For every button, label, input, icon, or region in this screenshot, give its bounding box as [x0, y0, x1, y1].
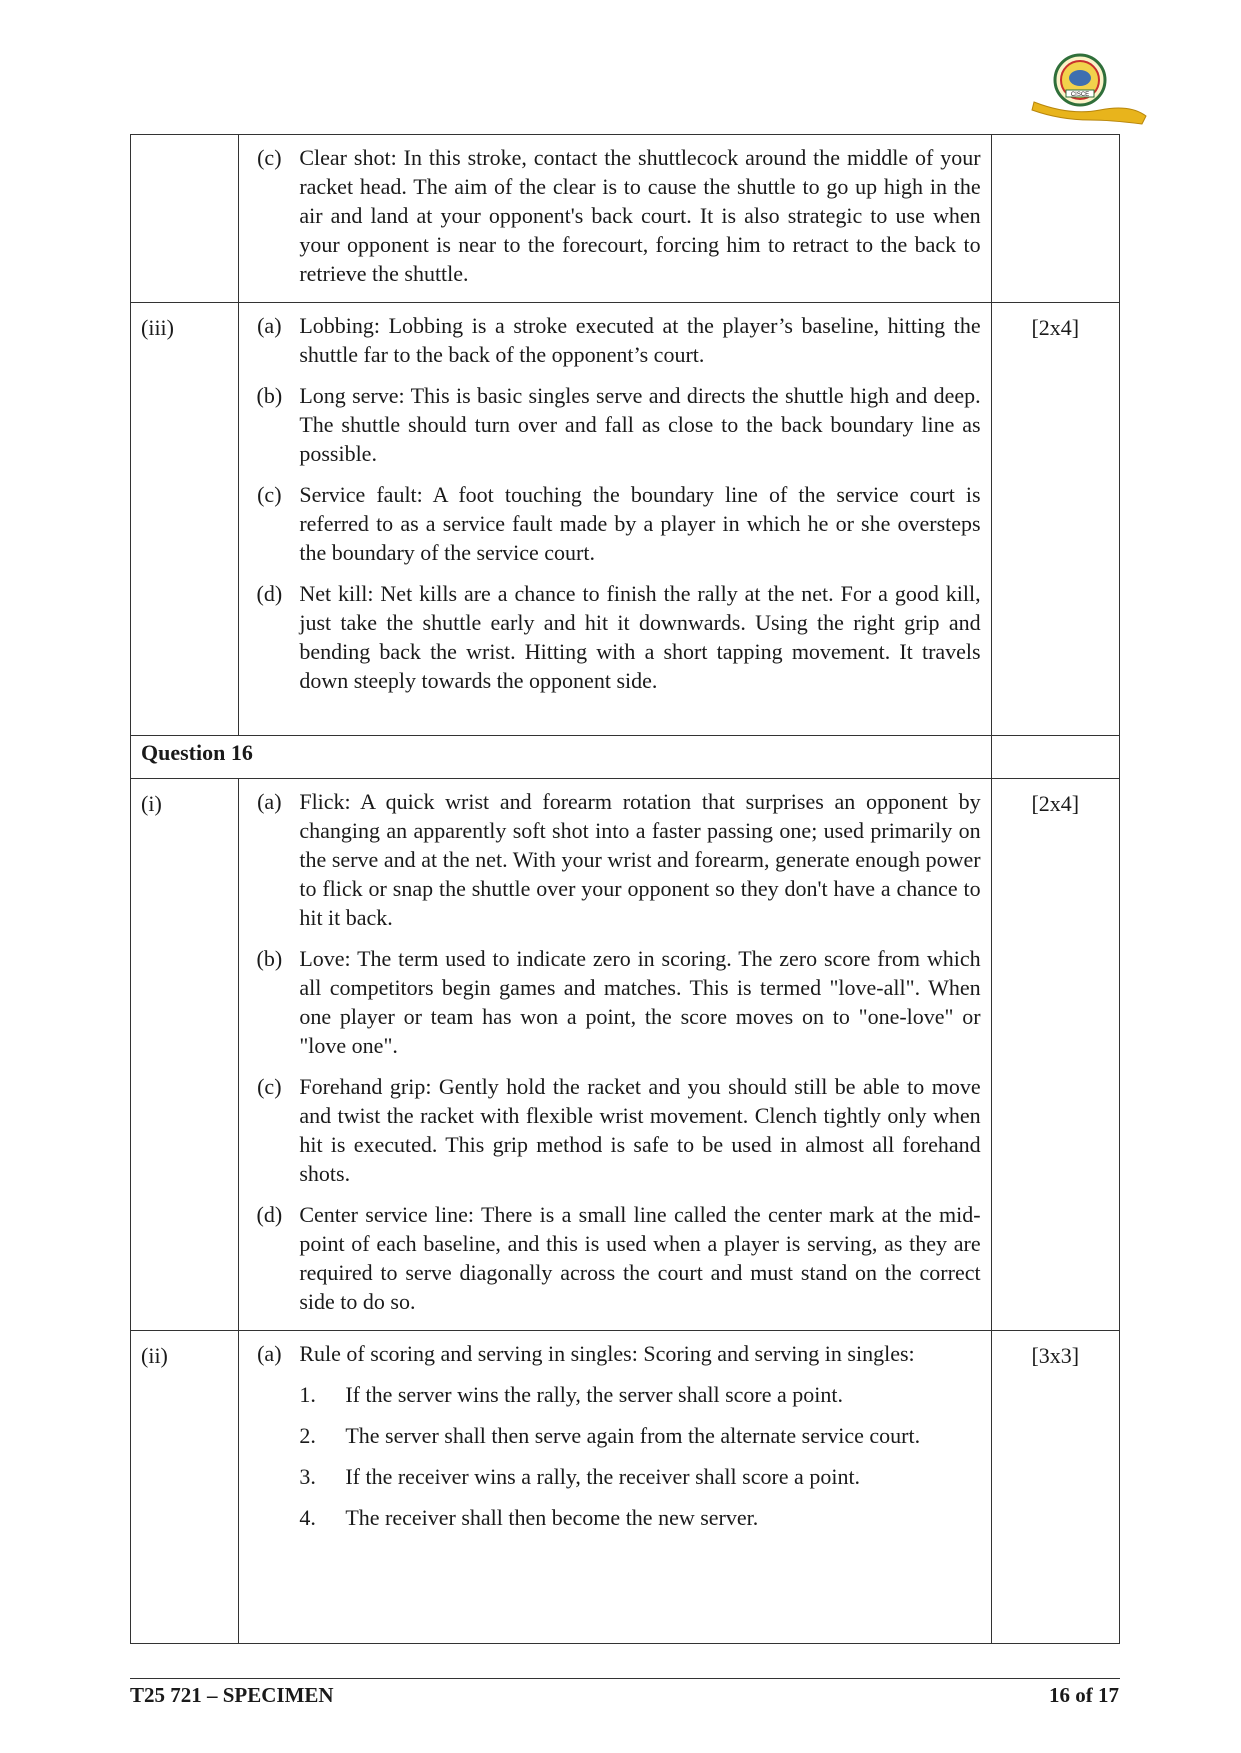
question-number: (iii): [131, 303, 239, 736]
item-text: Clear shot: In this stroke, contact the shuttlecock around the middle of your racket head. The aim of the clear is to cause the shuttle to go up high in the air and land at your opponent's back court. It is also strategic to use when your opponent is near to the forecourt, forcing him to retract to the back to retrieve the shuttle.: [299, 145, 981, 286]
item-label: (c): [257, 1074, 282, 1099]
list-item: [239, 1072, 990, 1188]
marks: [2x4]: [991, 779, 1119, 1331]
item-text: Center service line: There is a small line called the center mark at the mid-point of each baseline, and this is used when a player is serving, as they are required to serve diagonally across the court and must stand on the correct side to do so.: [299, 1202, 981, 1314]
table-row-iii: [131, 303, 1120, 736]
item-label: (c): [257, 145, 282, 170]
item-label: (d): [256, 581, 283, 606]
paper-code: T25 721 – SPECIMEN: [130, 1683, 334, 1707]
item-label: (a): [257, 1341, 282, 1366]
answer-cell: [239, 303, 991, 736]
answer-cell: [239, 135, 991, 303]
list-item: [239, 143, 990, 288]
question-number: (ii): [131, 1331, 239, 1644]
item-text: Rule of scoring and serving in singles: Scoring and serving in singles:: [299, 1341, 915, 1366]
item-label: (b): [256, 946, 283, 971]
list-item: [239, 1339, 990, 1532]
sub-item-text: If the server wins the rally, the server shall score a point.: [345, 1382, 844, 1407]
item-text: Flick: A quick wrist and forearm rotation that surprises an opponent by changing an apparently soft shot into a faster passing one; used primarily on the serve and at the net. With your wrist and forearm, generate enough power to flick or snap the shuttle over your opponent so they don't have a chance to hit it back.: [299, 789, 981, 930]
answer-cell: [239, 1331, 991, 1644]
sub-item-text: The receiver shall then become the new server.: [345, 1505, 759, 1530]
list-item: [239, 480, 990, 567]
question-number: (i): [131, 779, 239, 1331]
list-item: [239, 787, 990, 932]
item-text: Net kill: Net kills are a chance to finish the rally at the net. For a good kill, just take the shuttle early and hit it downwards. Using the right grip and bending back the wrist. Hitting with a short tapping movement. It travels down steeply towards the opponent side.: [299, 581, 981, 693]
sub-list-item: [299, 1503, 980, 1532]
list-item: [239, 944, 990, 1060]
sub-item-text: If the receiver wins a rally, the receiver shall score a point.: [345, 1464, 861, 1489]
list-item: [239, 579, 990, 695]
question-heading: Question 16: [131, 736, 992, 779]
cisce-emblem-icon: [1030, 50, 1148, 130]
sub-list-item: [299, 1462, 980, 1491]
list-item: [239, 311, 990, 369]
sub-item-number: 1.: [299, 1382, 316, 1407]
sub-list-item: [299, 1421, 980, 1450]
page-number: 16 of 17: [1049, 1683, 1119, 1707]
table-row-i: [131, 779, 1120, 1331]
logo-text: CISCE: [1070, 92, 1090, 98]
item-body: [299, 1339, 990, 1532]
answer-cell: [239, 779, 991, 1331]
item-text: Service fault: A foot touching the boundary line of the service court is referred to as a service fault made by a player in which he or she oversteps the boundary of the service court.: [299, 482, 981, 565]
item-label: (b): [256, 383, 283, 408]
list-item: [239, 381, 990, 468]
item-text: Long serve: This is basic singles serve and directs the shuttle high and deep. The shuttle should turn over and fall as close to the back boundary line as possible.: [299, 383, 981, 466]
marks: [3x3]: [991, 1331, 1119, 1644]
marking-scheme-table: [130, 134, 1120, 1644]
item-text: Lobbing: Lobbing is a stroke executed at the player’s baseline, hitting the shuttle far to the back of the opponent’s court.: [299, 313, 981, 367]
table-row-continuation: [131, 135, 1120, 303]
marks-cell: [991, 135, 1119, 303]
sub-list-item: [299, 1380, 980, 1409]
sub-item-number: 3.: [299, 1464, 316, 1489]
sub-item-number: 4.: [299, 1505, 316, 1530]
footer-divider: [130, 1678, 1120, 1679]
item-label: (a): [257, 789, 282, 814]
table-row-ii: [131, 1331, 1120, 1644]
list-item: [239, 1200, 990, 1316]
item-text: Love: The term used to indicate zero in scoring. The zero score from which all competitors begin games and matches. This is termed "love-all". When one player or team has won a point, the score moves on to "one-love" or "love one".: [299, 946, 981, 1058]
marks: [2x4]: [991, 303, 1119, 736]
item-label: (c): [257, 482, 282, 507]
item-text: Forehand grip: Gently hold the racket and you should still be able to move and twist the racket with flexible wrist movement. Clench tightly only when hit is executed. This grip method is safe to be used in almost all forehand shots.: [299, 1074, 981, 1186]
sub-item-text: The server shall then serve again from the alternate service court.: [345, 1423, 921, 1448]
item-label: (d): [256, 1202, 283, 1227]
question-number-cell: [131, 135, 239, 303]
table-row-question-heading: [131, 736, 1120, 779]
marks-cell: [991, 736, 1119, 779]
sub-item-number: 2.: [299, 1423, 316, 1448]
item-label: (a): [257, 313, 282, 338]
